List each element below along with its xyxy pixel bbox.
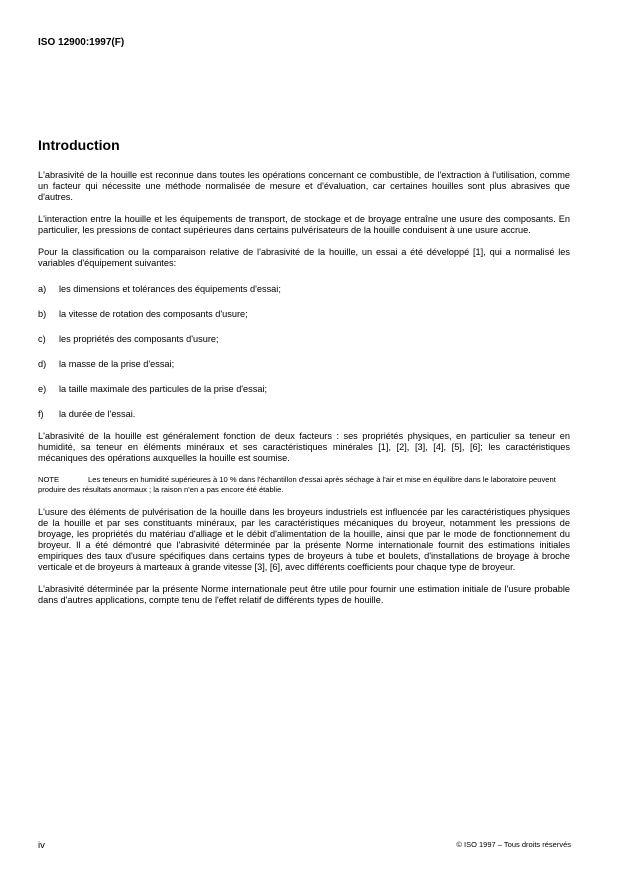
note-text: Les teneurs en humidité supérieures à 10 % dans l'échantillon d'essai après séchage à l'air et mise en équilibre dans le laboratoire peuvent produire des résultats anormaux ; la raison n'en a pas encore été établie. [38, 475, 556, 494]
list-item [38, 384, 570, 395]
list-text: la masse de la prise d'essai; [59, 359, 175, 369]
list-item [38, 359, 570, 370]
list-label: b) [38, 309, 47, 319]
list-item [38, 284, 570, 295]
page-title: Introduction [38, 137, 120, 153]
paragraph: L'interaction entre la houille et les équipements de transport, de stockage et de broyage entraîne une usure des composants. En particulier, les pressions de contact supérieures dans certains pulvérisateurs de la houille conduisent à une usure accrue. [38, 214, 570, 235]
note [38, 475, 570, 495]
list-label: e) [38, 384, 47, 394]
note-label: NOTE [38, 475, 60, 484]
document-id: ISO 12900:1997(F) [38, 37, 125, 48]
copyright: © ISO 1997 – Tous droits réservés [456, 840, 571, 849]
paragraph: L'usure des éléments de pulvérisation de la houille dans les broyeurs industriels est influencée par les caractéristiques physiques de la houille et par ses constituants minéraux, par les caractéristiques mécaniques du broyeur, notamment les pressions de broyage, les propriétés du matériau d'alliage et le débit d'alimentation de la houille, ainsi que par le mode de fonctionnement du broyeur. Il a été démontré que l'abrasivité déterminée par la présente Norme internationale fournit des estimations initiales empiriques des taux d'usure spécifiques dans certains types de broyeurs à tube et boulets, d'installations de broyage à broche verticale et de broyeurs à marteaux à grande vitesse [3], [6], avec différents coefficients pour chaque type de broyeur. [38, 507, 570, 572]
list-label: c) [38, 334, 46, 344]
list-text: la taille maximale des particules de la prise d'essai; [59, 384, 268, 394]
list-item [38, 309, 570, 320]
paragraph: L'abrasivité déterminée par la présente Norme internationale peut être utile pour fournir une estimation initiale de l'usure probable dans d'autres applications, compte tenu de l'effet relatif de différents types de houille. [38, 584, 570, 605]
list-text: la durée de l'essai. [59, 409, 136, 419]
paragraph: L'abrasivité de la houille est généralement fonction de deux facteurs : ses propriétés physiques, en particulier sa teneur en humidité, sa teneur en éléments minéraux et ses caractéristiques minérales [1], [2], [3], [4], [5], [6]; les caractéristiques mécaniques des opérations auxquelles la houille est soumise. [38, 431, 570, 463]
list-label: f) [38, 409, 44, 419]
page-number: iv [38, 840, 45, 851]
paragraph: Pour la classification ou la comparaison relative de l'abrasivité de la houille, un essai a été développé [1], qui a normalisé les variables d'équipement suivantes: [38, 247, 570, 268]
list-item [38, 409, 570, 420]
list-text: les dimensions et tolérances des équipements d'essai; [59, 284, 281, 294]
body-text [38, 170, 570, 617]
list-text: la vitesse de rotation des composants d'usure; [59, 309, 248, 319]
list-label: a) [38, 284, 47, 294]
list-label: d) [38, 359, 47, 369]
list-text: les propriétés des composants d'usure; [59, 334, 219, 344]
list-item [38, 334, 570, 345]
paragraph: L'abrasivité de la houille est reconnue dans toutes les opérations concernant ce combustible, de l'extraction à l'utilisation, comme un facteur qui nécessite une méthode normalisée de mesure et d'évaluation, car certaines houilles sont plus abrasives que d'autres. [38, 170, 570, 202]
